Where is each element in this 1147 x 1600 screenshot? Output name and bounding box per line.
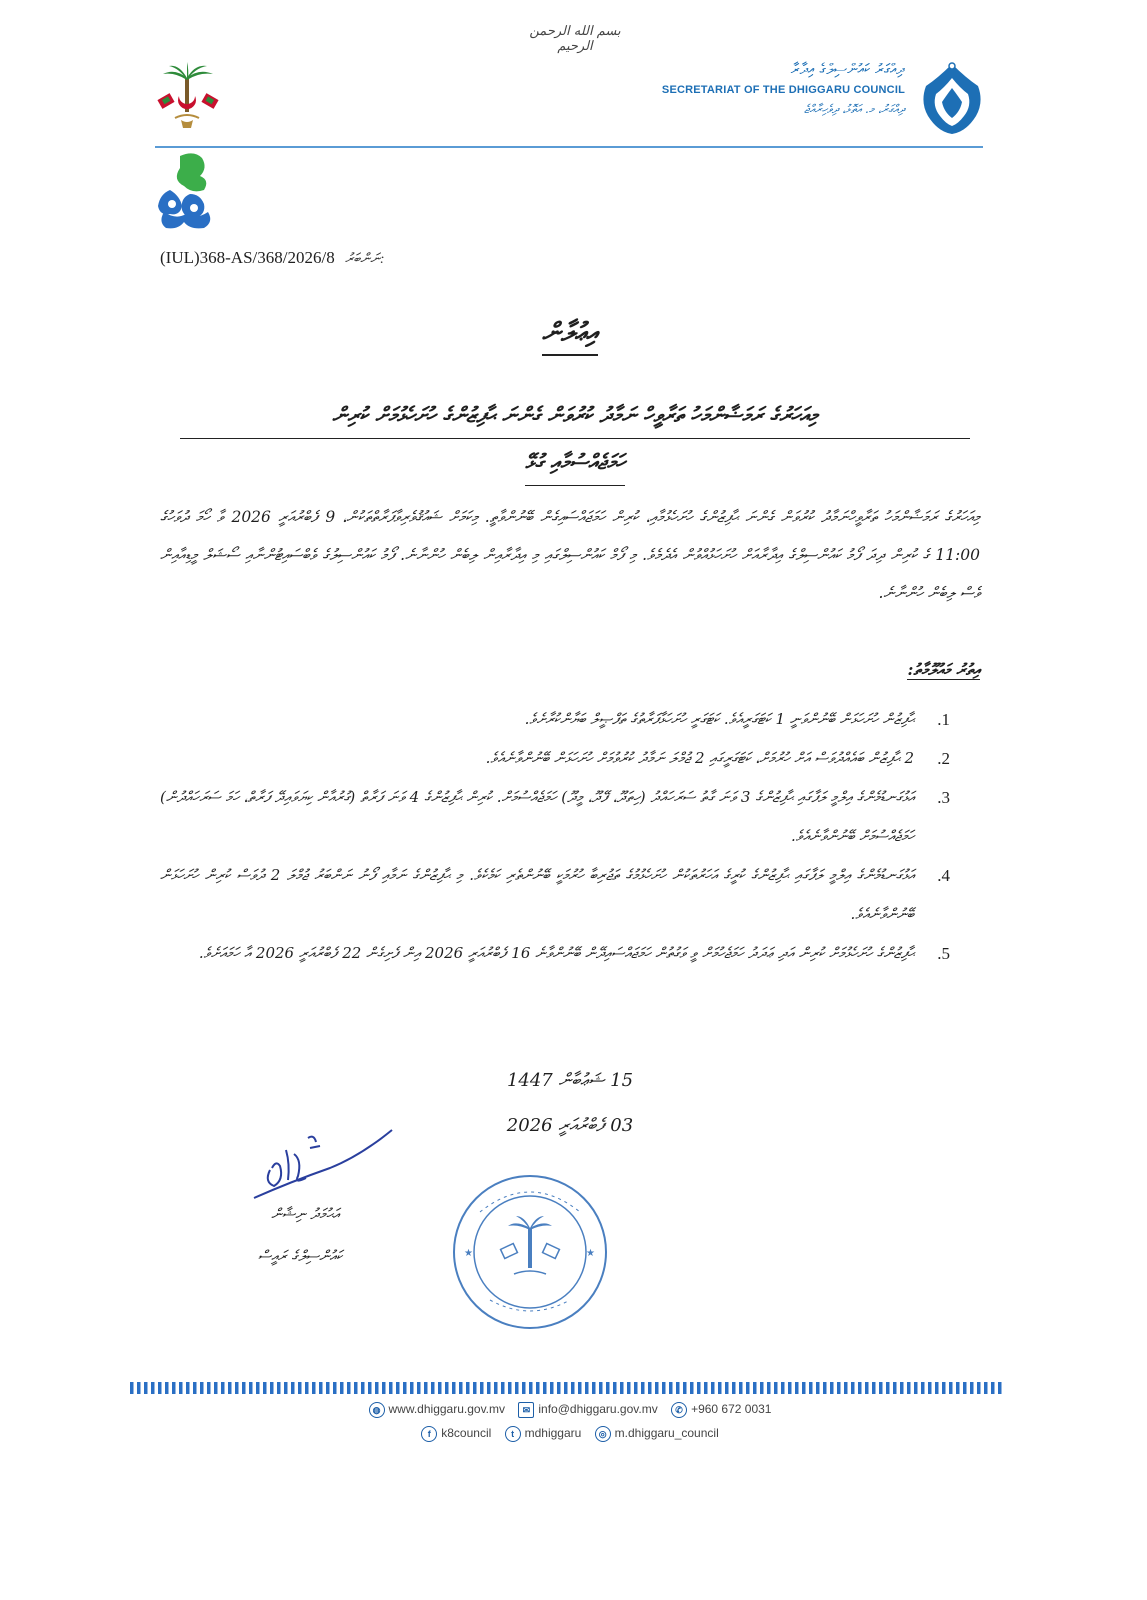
date-gregorian: 03 ފެބްރުއަރީ 2026 [506,1115,634,1136]
condition-number: 1. [937,710,950,729]
condition-number: 3. [937,788,950,807]
council-name-dhivehi: ދިއްގަރު ކައުންސިލްގެ އިދާރާ [790,60,905,78]
condition-item [160,700,950,739]
condition-item [160,739,950,778]
body-paragraph: މިއަހަރުގެ ރަމަޟާންމަހު ތަރާވީހްނަމާދު ކުރުވަން ގެންނަ ޙާފިޒުންގެ ހުށަހެޅުމާއި، ކުރިން ހަމަޖައްސައިގެން ބޭނުންވާތީ. މިކަމަށް ޝައުޤުވެރިވާފަރާތްތަކުން، 9 ފެބްރުއަރީ 2026 ވާ ހޯމަ ދުވަހުގެ 11:00 ގެ ކުރިން ދިދަ ފޯމު ކައުންސިލްގެ އިދާރާއަށް ހުށަހަޅުއްވުން އެދެމެވެ. މި ފޯމް ކައުންސިލްގައި މި އިދާރާއިން ލިބެން ހުންނާނެ. ފޯމު ކައުންސިލުގެ ވެބްސައިޓުންނާއި ސޯޝަލް މީޑިއާއިން ވެސް ލިބެން ހުންނާނެ. [160,508,980,602]
signature-image [250,1120,400,1210]
subject-line-2: ހަމަޖެއްސުމާއި ގުޅޭ [525,439,624,486]
instagram-icon: ◎ [595,1426,611,1442]
condition-text: އަޅުގަނޑުމެންގެ އިލްމީ ލަފާގައި ޙާފިޒުންގެ ކުރީގެ އަހަރުތަކުން ހުށަހެޅުމުގެ ތަޖުރިބާ ހުރުމަކީ ބޭނުންތެރި ކަމެކެވެ. މި ޙާފިޒުންގެ ނަމާއި ފޯނު ނަންބަރު ޖުމްލަ 2 ދުވަސް ކުރިން ހުށަހަޅަން ބޭނުންވާނެއެވެ. [160,866,914,923]
signatory-name: އަޙުމަދު ނިޝާން [271,1205,339,1223]
document-subject [180,392,970,486]
footer-dotted-divider [130,1382,1005,1394]
condition-text: ޙާފިޒުން ހުށަހަޅަން ބޭނުންވަނީ 1 ކަޓަގަރީއެވެ. ކަޓަގަރީ ހުށަހަޅާފަރާތުގެ ތަފްޞީލް ބަޔާންކުރާށެވެ. [524,710,914,728]
email-text[interactable]: info@dhiggaru.gov.mv [538,1402,658,1417]
phone-contact[interactable] [671,1402,771,1418]
date-hijri: 15 ޝަޢުބާން 1447 [506,1070,634,1091]
contacts-row-social [330,1426,810,1442]
bismillah-calligraphy: بسم الله الرحمن الرحيم [529,24,621,54]
council-address-dhivehi: ދިއްގަރު، މ. އަތޮޅު، ދިވެހިރާއްޖެ [803,102,905,116]
condition-item [160,934,950,973]
reference-label: ނަންބަރު: [344,252,385,267]
condition-number: 4. [937,866,950,885]
condition-item [160,856,950,934]
instagram-text[interactable]: m.dhiggaru_council [614,1426,719,1441]
svg-text:★: ★ [464,1248,473,1259]
signatory-title: ކައުންސިލްގެ ރައީސް [257,1247,343,1265]
svg-text:★: ★ [586,1248,595,1259]
twitter-contact[interactable] [505,1426,582,1442]
anniversary-logo [150,150,222,234]
phone-text[interactable]: +960 672 0031 [691,1402,772,1417]
council-logo [918,58,986,136]
conditions-heading-text: އިތުރު މައުލޫމާތު: [907,660,980,679]
subject-line-1: މިއަހަރުގެ ރަމަޟާންމަހު ތަރާވީހް ނަމާދު ކުރުވަން ގެންނަ ޙާފިޒުންގެ ހުށަހެޅުމަށް ކުރިން [180,392,970,439]
twitter-icon: t [505,1426,521,1442]
condition-text: 2 ޙާފިޒުން ބައެއްދުވަސް އަށް ހުރުމަށް، ކަޓަގަރީގައި 2 ޖުމްލަ ނަމާދު ކުރުވުމަށް ހުށަހަޅަން ބޭނުންވާނެއެވެ. [485,749,914,767]
condition-text: އަޅުގަނޑުމެންގެ އިލްމީ ލަފާގައި ޙާފިޒުންގެ 3 ވަނަ ގާތު ސަރަހައްދު (ހިތަދޫ، ފޭދޫ، މީދޫ) ހަމަޖެއްސުމަށް. ކުރިން ޙާފިޒުންގެ 4 ވަނަ ފަރާތް (ގުރުއާން ކިޔަވައިދޭ ފަރާތް، ހަމަ ސަރަހައްދުން) ހަމަޖެއްސުމަށް ބޭނުންވާނެއެވެ. [160,788,914,845]
header-divider [155,146,983,148]
council-header [620,60,905,117]
footer-contacts [330,1402,810,1450]
conditions-heading [800,660,980,680]
document-title-text: އިޢުލާން [542,318,598,356]
council-name-english: SECRETARIAT OF THE DHIGGARU COUNCIL [661,84,905,96]
condition-number: 2. [937,749,950,768]
reference-number [160,248,460,268]
condition-item [160,778,950,856]
facebook-text[interactable]: k8council [441,1426,492,1441]
globe-icon: ◍ [369,1402,385,1418]
national-emblem-logo [155,62,221,134]
reference-value: (IUL)368-AS/368/2026/8 [160,248,335,267]
facebook-icon: f [421,1426,437,1442]
condition-number: 5. [937,944,950,963]
email-contact[interactable] [518,1402,657,1418]
phone-icon: ✆ [671,1402,687,1418]
envelope-icon: ✉ [518,1402,534,1418]
condition-text: ޙާފިޒުންގެ ހުށަހެޅުމަށް ކުރިން އަދި ޢަދަދު ހަމަޖެހުމަށް ވީ ވަގުތުން ހަމަޖައްސައިދޭން ބޭނުންވާނެ 16 ފެބްރުއަރީ 2026 އިން ފެށިގެން 22 ފެބްރުއަރީ 2026 އާ ހަމައަށެވެ. [198,944,914,962]
document-title [440,318,700,349]
official-stamp [450,1172,610,1332]
contacts-row-primary [330,1402,810,1418]
conditions-list [160,700,950,973]
instagram-contact[interactable] [595,1426,719,1442]
facebook-contact[interactable] [421,1426,491,1442]
website-text[interactable]: www.dhiggaru.gov.mv [388,1402,506,1417]
twitter-text[interactable]: mdhiggaru [524,1426,582,1441]
website-contact[interactable] [369,1402,506,1418]
